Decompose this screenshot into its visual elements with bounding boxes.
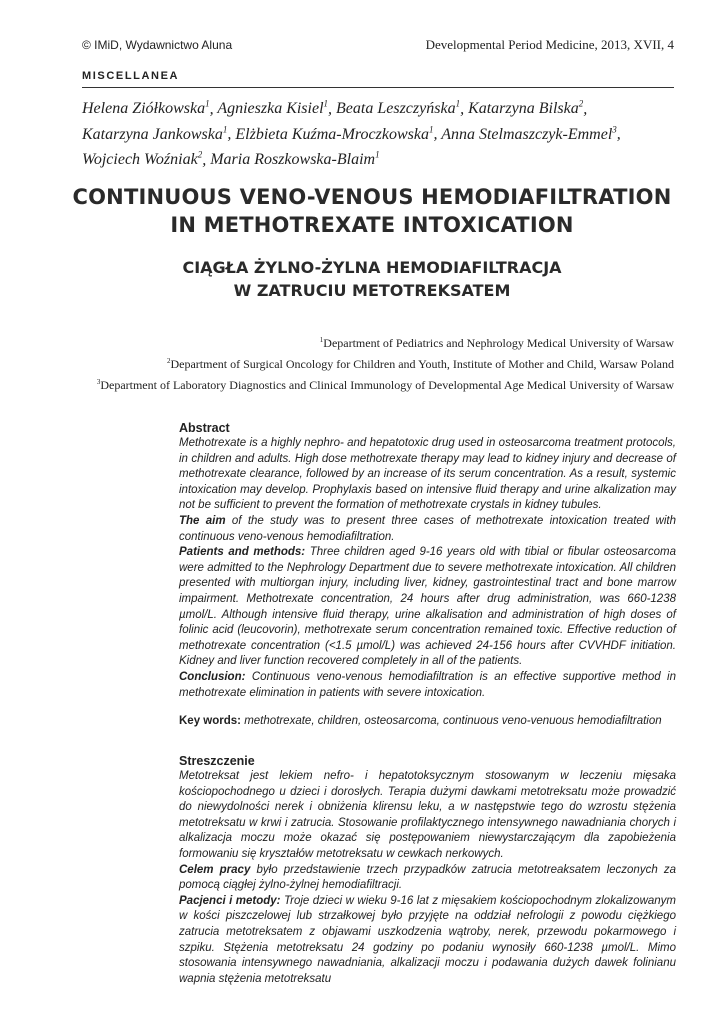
abstract-methods: Patients and methods: Three children aged 9-16 years old with tibial or fibular osteosarcoma were admitted to the Nephrology Department due to severe methotrexate intoxication. All children presented with multiorgan injury, including liver, kidney, gastrointestinal tract and bone marrow impairment. Methotrexate concentration, 24 hours after drug administration, was 660-1238 µmol/L. Although intensive fluid therapy, urine alkalisation and administration of high doses of folinic acid (leucovorin), methotrexate serum concentration remained toxic. Effective reduction of methotrexate concentration (<1.5 µmol/L) was achieved 24-156 hours after CVVHDF initiation. Kidney and liver function recovered completely in all of the patients. [179,546,677,668]
streszczenie-aim: Celem pracy było przedstawienie trzech przypadków zatrucia metotreaksatem leczonych za pomocą ciągłej żylno-żylnej hemodiafiltracji. [179,863,677,892]
title-english [60,183,684,239]
author-list: Helena Ziółkowska$^1$, Agnieszka Kisiel$^1$, Beata Leszczyńska$^1$, Katarzyna Bilska$^2$, Katarzyna Jankowska$^1$, Elżbieta Kuźma-Mroczkowska$^1$, Anna Stelmaszczyk-Emmel$^3$, Wojciech Woźniak$^2$, Maria Roszkowska-Blaim$^1$ [82,99,621,168]
author: Wojciech Woźniak$^2$ [82,149,203,168]
section-label: MISCELLANEA [82,70,180,82]
affiliation: $^2$Department of Surgical Oncology for Children and Youth, Institute of Mother and Child, Warsaw Poland [166,357,674,371]
author: Agnieszka Kisiel$^1$ [217,99,329,118]
title-line: W ZATRUCIU METOTREKSATEM [233,281,511,300]
author: Elżbieta Kuźma-Mroczkowska$^1$ [235,124,434,143]
title-polish [60,256,684,302]
streszczenie-heading: Streszczenie [179,754,255,768]
streszczenie-section [179,754,676,987]
author: Katarzyna Jankowska$^1$ [82,124,228,143]
author: Beata Leszczyńska$^1$ [336,99,461,118]
title-line: IN METHOTREXATE INTOXICATION [170,213,574,237]
abstract-intro: Methotrexate is a highly nephro- and hepatotoxic drug used in osteosarcoma treatment protocols, in children and adults. High dose methotrexate therapy may lead to kidney injury and decrease of methotrexate clearance, followed by an increase of its serum concentration. As a result, systemic intoxication may develop. Prophylaxis based on intensive fluid therapy and urine alkalization may not be sufficient to prevent the formation of methotrexate crystals in kidney tubules. [179,437,676,512]
author: Anna Stelmaszczyk-Emmel$^3$ [441,124,617,143]
affiliations [40,331,674,394]
abstract-conclusion: Conclusion: Continuous veno-venous hemodiafiltration is an effective supportive method in methotrexate elimination in patients with severe intoxication. [179,670,676,699]
affiliation: $^3$Department of Laboratory Diagnostics and Clinical Immunology of Developmental Age Medical University of Warsaw [96,378,674,392]
streszczenie-methods: Pacjenci i metody: Troje dzieci w wieku 9-16 lat z mięsakiem kościopochodnym zlokalizowanym w kości piszczelowej lub strzałkowej było przyjęte na oddział nefrologii z powodu ciężkiego zatrucia metotreksatem z objawami uszkodzenia wątroby, nerek, przewodu pokarmowego i szpiku. Stężenia metotreksatu 24 godziny po podaniu wynosiły 660-1238 µmol/L. Mimo stosowania intensywnego nawadniania, alkalizacji moczu i podawania dużych dawek folinianu wapnia stężenia metotreksatu [179,894,676,985]
abstract-aim: The aim of the study was to present three cases of methotrexate intoxication treated with continuous veno-venous hemodiafiltration. [179,514,676,543]
author: Katarzyna Bilska$^2$ [468,99,584,118]
journal-citation: Developmental Period Medicine, 2013, XVII, 4 [425,37,674,52]
title-line: CONTINUOUS VENO-VENOUS HEMODIAFILTRATION [72,185,672,209]
author: Helena Ziółkowska$^1$ [82,99,210,118]
header-divider [82,87,674,88]
streszczenie-intro: Metotreksat jest lekiem nefro- i hepatotoksycznym stosowanym w leczeniu mięsaka kościopochodnego u dzieci i dorosłych. Terapia dużymi dawkami metotreksatu może prowadzić do niewydolności nerek i obniżenia klirensu leku, a w następstwie tego do wzrostu stężenia metotreksatu w krwi i zatrucia. Stosowanie profilaktycznego intensywnego nawadniania chorych i alkalizacja moczu może okazać się postępowaniem niewystarczającym dla zapobieżenia formowaniu się kryształów metotreksatu w cewkach nerkowych. [179,770,676,860]
title-line: CIĄGŁA ŻYLNO-ŻYLNA HEMODIAFILTRACJA [182,258,562,277]
abstract-keywords: Key words: methotrexate, children, osteosarcoma, continuous veno-venuous hemodiafiltration [179,715,662,728]
author: Maria Roszkowska-Blaim$^1$ [210,149,380,168]
copyright-notice: © IMiD, Wydawnictwo Aluna [82,38,233,52]
abstract-heading: Abstract [179,421,230,435]
affiliation: $^1$Department of Pediatrics and Nephrology Medical University of Warsaw [319,336,674,350]
abstract-section [179,421,676,730]
